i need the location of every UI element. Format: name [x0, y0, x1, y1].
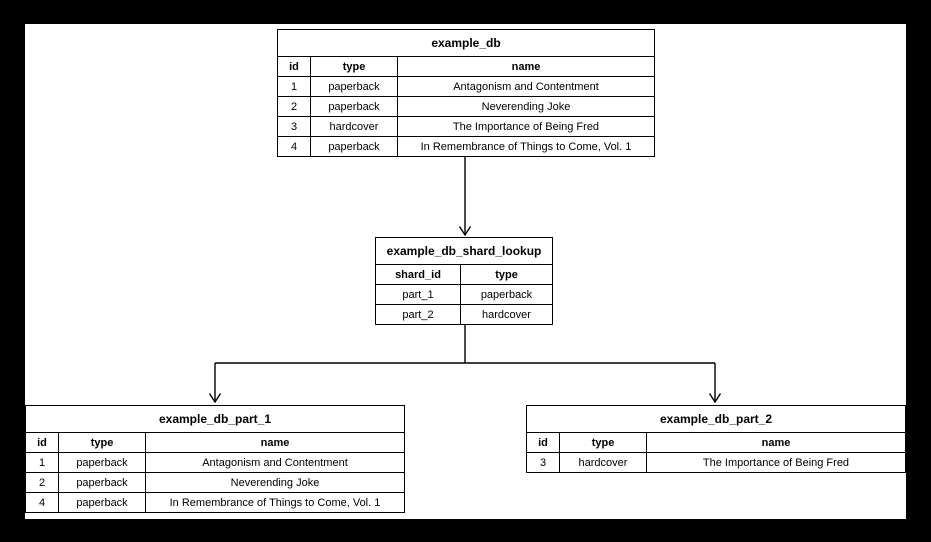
table-title: example_db_part_1	[26, 406, 404, 433]
arrowhead-down-icon	[210, 394, 221, 403]
table-example_db_part_1	[25, 405, 405, 513]
edge-db-to-lookup	[460, 154, 471, 235]
table-row	[527, 453, 905, 473]
column-header-id: id	[527, 433, 560, 453]
table-row	[26, 493, 404, 513]
table-cell: paperback	[59, 493, 146, 513]
table-cell: Antagonism and Contentment	[146, 453, 405, 473]
table-cell: Neverending Joke	[146, 473, 405, 493]
table-cell: In Remembrance of Things to Come, Vol. 1	[146, 493, 405, 513]
table-cell: 3	[527, 453, 560, 473]
column-header-name: name	[647, 433, 906, 453]
edge-lookup-to-parts	[210, 323, 721, 402]
column-header-type: type	[461, 265, 553, 285]
table-example_db_shard_lookup	[375, 237, 553, 325]
column-header-name: name	[398, 57, 655, 77]
header-row	[527, 433, 905, 453]
table-title: example_db_shard_lookup	[376, 238, 552, 265]
header-row	[376, 265, 552, 285]
table-title: example_db_part_2	[527, 406, 905, 433]
table-grid	[527, 433, 905, 472]
table-cell: 4	[26, 493, 59, 513]
table-cell: Neverending Joke	[398, 97, 655, 117]
table-cell: paperback	[461, 285, 553, 305]
header-row	[26, 433, 404, 453]
table-cell: 3	[278, 117, 311, 137]
table-cell: 2	[26, 473, 59, 493]
table-row	[26, 453, 404, 473]
table-row	[26, 473, 404, 493]
column-header-type: type	[311, 57, 398, 77]
table-row	[376, 285, 552, 305]
table-cell: paperback	[311, 77, 398, 97]
table-example_db	[277, 29, 655, 157]
arrowhead-down-icon	[460, 227, 471, 236]
table-cell: 1	[278, 77, 311, 97]
table-cell: Antagonism and Contentment	[398, 77, 655, 97]
table-cell: The Importance of Being Fred	[398, 117, 655, 137]
table-grid	[278, 57, 654, 156]
table-row	[278, 77, 654, 97]
table-cell: paperback	[311, 97, 398, 117]
table-cell: hardcover	[311, 117, 398, 137]
table-row	[278, 137, 654, 157]
table-grid	[26, 433, 404, 512]
diagram-canvas	[25, 24, 906, 519]
table-cell: The Importance of Being Fred	[647, 453, 906, 473]
table-title: example_db	[278, 30, 654, 57]
column-header-type: type	[560, 433, 647, 453]
table-cell: 4	[278, 137, 311, 157]
table-cell: 1	[26, 453, 59, 473]
table-cell: 2	[278, 97, 311, 117]
table-row	[278, 97, 654, 117]
table-cell: hardcover	[560, 453, 647, 473]
column-header-shard_id: shard_id	[376, 265, 461, 285]
column-header-name: name	[146, 433, 405, 453]
table-row	[278, 117, 654, 137]
column-header-type: type	[59, 433, 146, 453]
table-cell: In Remembrance of Things to Come, Vol. 1	[398, 137, 655, 157]
column-header-id: id	[26, 433, 59, 453]
table-cell: part_1	[376, 285, 461, 305]
table-row	[376, 305, 552, 325]
table-cell: paperback	[59, 473, 146, 493]
table-example_db_part_2	[526, 405, 906, 473]
arrowhead-down-icon	[710, 394, 721, 403]
table-cell: hardcover	[461, 305, 553, 325]
table-cell: part_2	[376, 305, 461, 325]
table-grid	[376, 265, 552, 324]
header-row	[278, 57, 654, 77]
table-cell: paperback	[59, 453, 146, 473]
table-cell: paperback	[311, 137, 398, 157]
column-header-id: id	[278, 57, 311, 77]
